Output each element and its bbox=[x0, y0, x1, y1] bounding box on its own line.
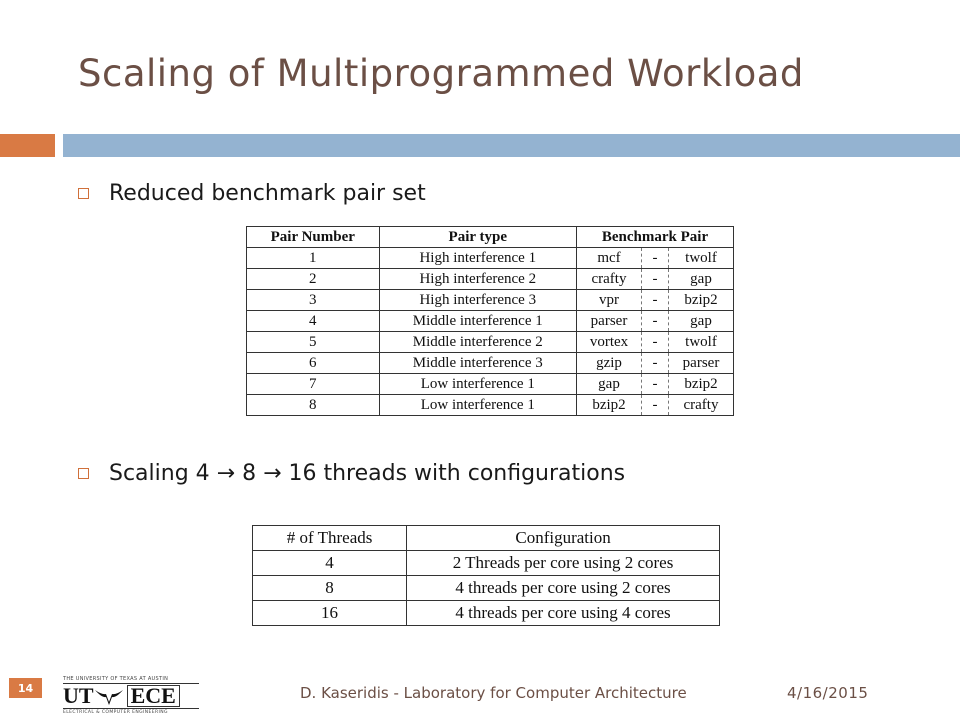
cell-pair-number: 2 bbox=[247, 269, 380, 290]
title-accent-bar-orange bbox=[0, 134, 55, 157]
cell-pair-number: 3 bbox=[247, 290, 380, 311]
cell-separator: - bbox=[642, 353, 669, 374]
footer-left-block bbox=[0, 668, 55, 720]
cell-separator: - bbox=[642, 290, 669, 311]
table-row bbox=[247, 353, 734, 374]
logo-university-text: THE UNIVERSITY OF TEXAS AT AUSTIN bbox=[63, 676, 169, 682]
cell-benchmark-a: crafty bbox=[577, 269, 642, 290]
longhorn-icon bbox=[94, 686, 124, 706]
thread-config-table bbox=[252, 525, 720, 626]
cell-benchmark-b: bzip2 bbox=[669, 290, 734, 311]
header-benchmark-pair: Benchmark Pair bbox=[577, 227, 734, 248]
logo-department-text: ELECTRICAL & COMPUTER ENGINEERING bbox=[63, 710, 168, 715]
cell-benchmark-a: vortex bbox=[577, 332, 642, 353]
table-row bbox=[253, 576, 720, 601]
page-number: 14 bbox=[9, 678, 42, 698]
footer-author: D. Kaseridis - Laboratory for Computer Architecture bbox=[300, 684, 687, 702]
cell-pair-number: 5 bbox=[247, 332, 380, 353]
cell-pair-type: High interference 1 bbox=[379, 248, 576, 269]
cell-pair-type: Middle interference 2 bbox=[379, 332, 576, 353]
header-threads: # of Threads bbox=[253, 526, 407, 551]
cell-benchmark-a: parser bbox=[577, 311, 642, 332]
cell-separator: - bbox=[642, 374, 669, 395]
footer-date: 4/16/2015 bbox=[787, 684, 869, 702]
cell-separator: - bbox=[642, 269, 669, 290]
ut-ece-logo bbox=[63, 675, 199, 715]
table-row bbox=[253, 551, 720, 576]
logo-ece-text: ECE bbox=[127, 685, 180, 707]
cell-pair-type: High interference 3 bbox=[379, 290, 576, 311]
cell-benchmark-a: mcf bbox=[577, 248, 642, 269]
table-row bbox=[247, 248, 734, 269]
logo-ut-text: UT bbox=[63, 683, 94, 708]
cell-pair-number: 6 bbox=[247, 353, 380, 374]
cell-pair-type: Middle interference 3 bbox=[379, 353, 576, 374]
slide-title: Scaling of Multiprogrammed Workload bbox=[78, 52, 804, 95]
cell-benchmark-b: bzip2 bbox=[669, 374, 734, 395]
table-row bbox=[247, 311, 734, 332]
cell-threads: 8 bbox=[253, 576, 407, 601]
cell-benchmark-b: twolf bbox=[669, 248, 734, 269]
table-row bbox=[247, 290, 734, 311]
cell-separator: - bbox=[642, 248, 669, 269]
table-row bbox=[247, 374, 734, 395]
header-pair-number: Pair Number bbox=[247, 227, 380, 248]
cell-pair-type: High interference 2 bbox=[379, 269, 576, 290]
cell-benchmark-b: twolf bbox=[669, 332, 734, 353]
table-row bbox=[253, 601, 720, 626]
cell-pair-number: 1 bbox=[247, 248, 380, 269]
logo-mark bbox=[63, 683, 199, 709]
cell-pair-number: 8 bbox=[247, 395, 380, 416]
cell-separator: - bbox=[642, 311, 669, 332]
bullet-square-icon bbox=[78, 188, 89, 199]
cell-pair-type: Middle interference 1 bbox=[379, 311, 576, 332]
benchmark-pair-table bbox=[246, 226, 734, 416]
header-configuration: Configuration bbox=[407, 526, 720, 551]
cell-configuration: 4 threads per core using 2 cores bbox=[407, 576, 720, 601]
header-pair-type: Pair type bbox=[379, 227, 576, 248]
bullet-scaling-threads bbox=[78, 461, 625, 486]
table-header-row bbox=[247, 227, 734, 248]
bullet-text: Scaling 4 → 8 → 16 threads with configurations bbox=[109, 461, 626, 486]
cell-pair-type: Low interference 1 bbox=[379, 395, 576, 416]
table-row bbox=[247, 395, 734, 416]
cell-benchmark-b: parser bbox=[669, 353, 734, 374]
cell-pair-number: 4 bbox=[247, 311, 380, 332]
bullet-square-icon bbox=[78, 468, 89, 479]
cell-separator: - bbox=[642, 332, 669, 353]
cell-benchmark-b: gap bbox=[669, 269, 734, 290]
cell-threads: 4 bbox=[253, 551, 407, 576]
bullet-text: Reduced benchmark pair set bbox=[109, 181, 426, 206]
bullet-reduced-pair-set bbox=[78, 181, 426, 206]
table-header-row bbox=[253, 526, 720, 551]
cell-threads: 16 bbox=[253, 601, 407, 626]
cell-configuration: 2 Threads per core using 2 cores bbox=[407, 551, 720, 576]
table-row bbox=[247, 269, 734, 290]
cell-benchmark-a: bzip2 bbox=[577, 395, 642, 416]
cell-benchmark-b: crafty bbox=[669, 395, 734, 416]
cell-separator: - bbox=[642, 395, 669, 416]
cell-pair-number: 7 bbox=[247, 374, 380, 395]
cell-benchmark-a: gap bbox=[577, 374, 642, 395]
cell-benchmark-a: vpr bbox=[577, 290, 642, 311]
title-accent-bar-blue bbox=[63, 134, 960, 157]
cell-benchmark-a: gzip bbox=[577, 353, 642, 374]
cell-pair-type: Low interference 1 bbox=[379, 374, 576, 395]
cell-configuration: 4 threads per core using 4 cores bbox=[407, 601, 720, 626]
cell-benchmark-b: gap bbox=[669, 311, 734, 332]
table-row bbox=[247, 332, 734, 353]
